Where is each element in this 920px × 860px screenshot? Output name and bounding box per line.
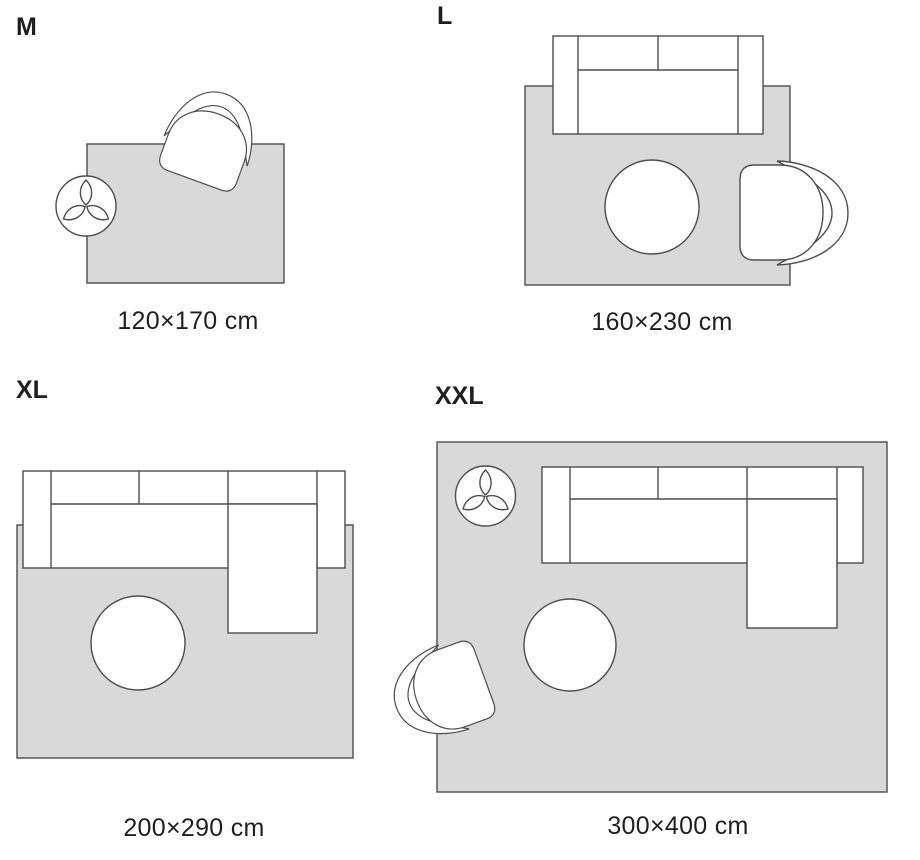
coffee-table-icon <box>524 599 616 691</box>
coffee-table-icon <box>91 596 185 690</box>
size-label-xxl: XXL <box>435 382 484 410</box>
panel-xxl-figure <box>381 442 887 792</box>
dimension-label-m: 120×170 cm <box>117 307 259 335</box>
size-label-m: M <box>16 13 37 41</box>
panel-m-figure <box>56 79 284 283</box>
dimension-label-l: 160×230 cm <box>591 308 733 336</box>
sofa-icon <box>553 36 763 134</box>
panel-l-figure <box>525 36 848 285</box>
armchair-icon <box>740 161 848 265</box>
size-label-xl: XL <box>16 376 48 404</box>
panel-xl-figure <box>17 471 353 758</box>
plant-icon <box>56 176 116 236</box>
chaise-section <box>747 499 837 628</box>
dimension-label-xl: 200×290 cm <box>123 814 265 842</box>
chaise-section <box>228 504 317 633</box>
plant-icon <box>456 466 516 526</box>
size-label-l: L <box>437 2 453 30</box>
coffee-table-icon <box>605 160 699 254</box>
dimension-label-xxl: 300×400 cm <box>607 812 749 840</box>
